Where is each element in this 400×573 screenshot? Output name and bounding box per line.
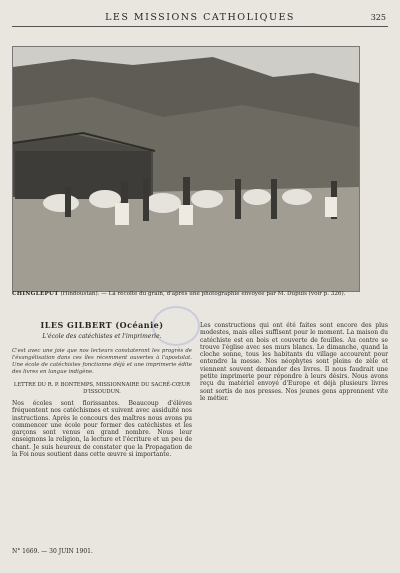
right-column xyxy=(200,318,388,402)
left-body-text: Nos écoles sont florissantes. Beaucoup d'élèves fréquentent nos catéchismes et suivent avec assiduité nos instructions. Après le concours des maîtres nous avons pu commencer une école pour former des catéchistes et les garçons sont venus en grand nombre. Nous leur enseignons la religion, la lecture et l'écriture et un peu de chant. Je suis heureux de constater que la Propagation de la Foi nous soutient dans cette œuvre si importante. xyxy=(12,400,192,459)
article-subtitle: L'école des catéchistes et l'imprimerie. xyxy=(42,333,162,340)
left-column xyxy=(12,310,192,458)
caption-region: (Hindoustan). xyxy=(60,291,100,297)
journal-title: LES MISSIONS CATHOLIQUES xyxy=(105,12,295,23)
page-number: 325 xyxy=(370,13,386,22)
caption-place: CHINGLEPUT xyxy=(12,291,59,297)
article-summary: C'est avec une joie que nos lecteurs constateront les progrès de l'évangélisation dans ces îles récemment ouvertes à l'apostolat. Une école de catéchistes fonctionne déjà et une imprimerie édite des livres en langue indigène. xyxy=(12,348,192,375)
photo-illustration xyxy=(13,47,359,291)
letter-heading: LETTRE DU R. P. BONTEMPS, MISSIONNAIRE DU SACRÉ-CŒUR D'ISSOUDUN. xyxy=(13,382,191,395)
photo-caption xyxy=(12,291,388,303)
photograph xyxy=(12,46,360,292)
header-rule xyxy=(12,26,388,27)
article-title: ILES GILBERT (Océanie) xyxy=(40,320,164,330)
issue-footer: N° 1669. — 30 JUIN 1901. xyxy=(12,548,93,555)
caption-text: — La récolte du grain, d'après une photographie envoyée par M. Dupuis (voir p. 326). xyxy=(101,291,346,297)
page-header xyxy=(12,10,388,28)
right-body-text: Les constructions qui ont été faites sont encore des plus modestes, mais elles suffisent pour le moment. La maison du catéchiste est en bois et couverte de feuilles. Au centre se trouve l'église avec ses murs blancs. Le dimanche, quand la cloche sonne, tous les habitants du village accourent pour entendre la messe. Nos néophytes sont pleins de zèle et viennent souvent demander des livres. Il nous faudrait une petite imprimerie pour répondre à leurs désirs. Nous avons reçu du matériel envoyé d'Europe et déjà plusieurs livres sont sortis de nos presses. Nos jeunes gens apprennent vite le métier. xyxy=(200,322,388,402)
